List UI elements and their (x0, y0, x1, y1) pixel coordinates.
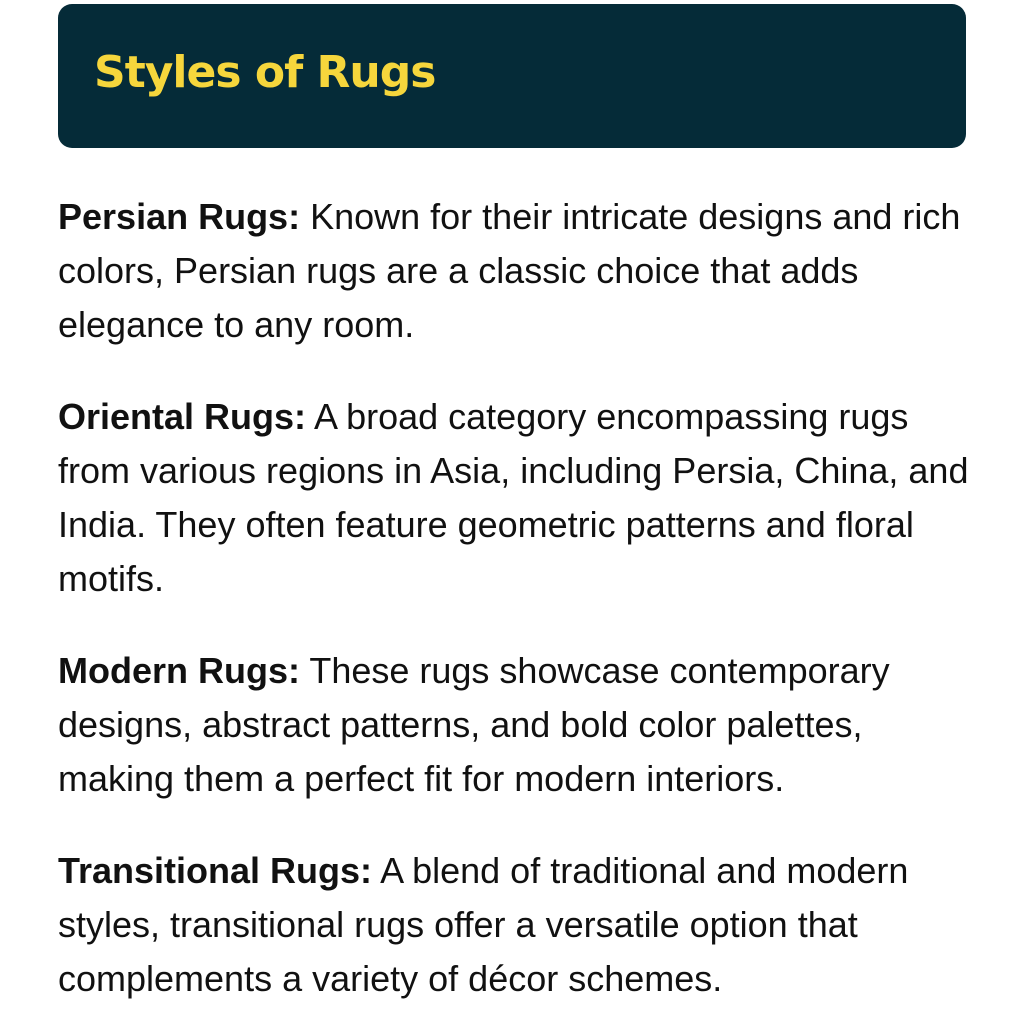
rug-section-persian (58, 190, 978, 352)
page-title: Styles of Rugs (94, 47, 436, 98)
header-banner (58, 4, 966, 148)
rug-section-modern (58, 644, 978, 806)
rug-description: These rugs showcase contemporary designs, abstract patterns, and bold color palettes, making them a perfect fit for modern interiors. (58, 650, 890, 799)
rug-section-transitional (58, 844, 978, 1006)
rug-description: A broad category encompassing rugs from various regions in Asia, including Persia, China, and India. They often feature geometric patterns and floral motifs. (58, 396, 969, 599)
rug-term: Oriental Rugs: (58, 396, 307, 437)
rug-term: Persian Rugs: (58, 196, 301, 237)
rug-term: Transitional Rugs: (58, 850, 373, 891)
rug-description: Known for their intricate designs and rich colors, Persian rugs are a classic choice that adds elegance to any room. (58, 196, 961, 345)
rug-term: Modern Rugs: (58, 650, 300, 691)
article-content (58, 190, 978, 1013)
rug-description: A blend of traditional and modern styles, transitional rugs offer a versatile option that complements a variety of décor schemes. (58, 850, 909, 999)
rug-section-oriental (58, 390, 978, 606)
